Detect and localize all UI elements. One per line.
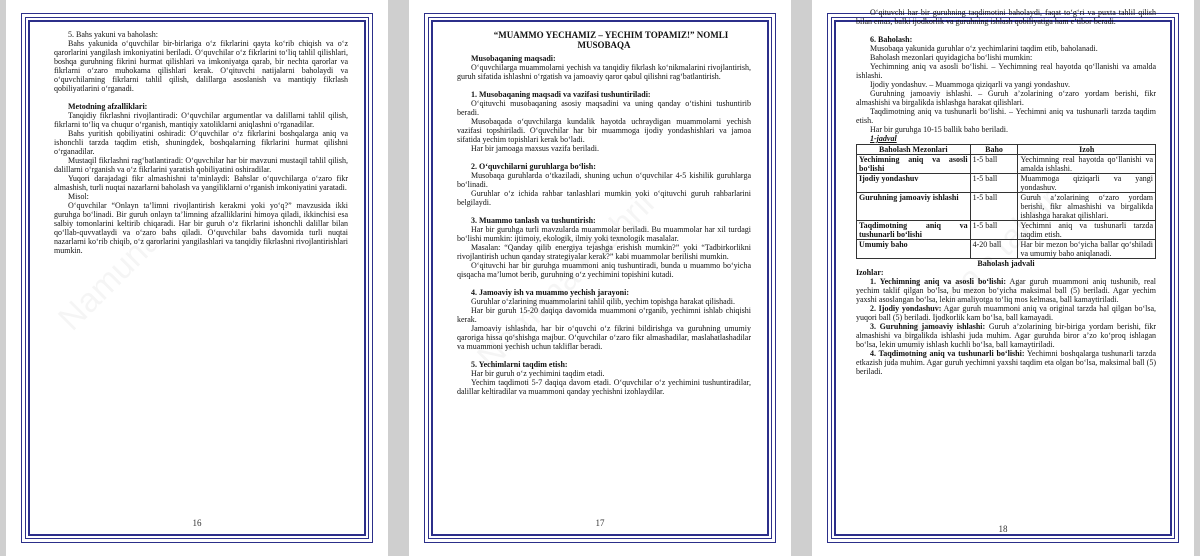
document-page-16	[6, 0, 388, 556]
paragraph: Yuqori darajadagi fikr almashishni ta’minlaydi: Bahslar o‘quvchilarga o‘zaro fikr almashish, turli nuqtai nazarlarni baholash va yangiliklarni o‘rganish imkoniyatini yaratadi.	[54, 174, 348, 192]
paragraph: Misol:	[68, 192, 89, 201]
paragraph: O‘qituvchi musobaqaning asosiy maqsadini va uning qanday o‘tishini tushuntirib beradi.	[457, 99, 751, 117]
table-row	[857, 174, 1156, 193]
notes-list	[856, 277, 1156, 376]
paragraph: Har bir guruh o‘z yechimini taqdim etadi.	[471, 369, 605, 378]
page-body-text	[457, 54, 751, 396]
paragraph: Har bir guruhga 10-15 ballik baho beriladi.	[870, 125, 1008, 134]
table-row	[857, 221, 1156, 240]
table-row	[857, 193, 1156, 221]
page-number: 18	[998, 524, 1008, 534]
paragraph: O‘qituvchi har bir guruhga muammoni aniq tushuntiradi, bunda u muammo bo‘yicha qisqacha ma’lumot berib, guruhning o‘z yechimini topishini kutadi.	[457, 261, 751, 279]
section-heading: 2. O‘quvchilarni guruhlarga bo‘lish:	[471, 162, 596, 171]
page-body	[856, 8, 1156, 526]
paragraph: Guruhning jamoaviy ishlashi. – Guruh a’zolarining o‘zaro yordam berishi, fikr almashishi va birgalikda ishlashga harakat qilishlari.	[856, 89, 1156, 107]
page-body	[457, 30, 751, 514]
table-header-row	[857, 145, 1156, 155]
note-label: 3. Guruhning jamoaviy ishlashi:	[870, 322, 986, 331]
paragraph: Taqdimotning aniq va tushunarli bo‘lishi. – Yechimni aniq va tushunarli tarzda taqdim etish.	[856, 107, 1156, 125]
table-cell: 1-5 ball	[970, 155, 1018, 174]
note-item	[856, 304, 1156, 322]
note-label: 4. Taqdimotning aniq va tushunarli bo‘lishi:	[870, 349, 1025, 358]
document-page-18	[812, 0, 1194, 556]
table-cell: Guruhning jamoaviy ishlashi	[857, 193, 971, 221]
section-heading: 6. Baholash:	[870, 35, 913, 44]
table-cell: Har bir mezon bo‘yicha ballar qo‘shiladi va umumiy baho aniqlanadi.	[1018, 240, 1156, 259]
note-item	[856, 277, 1156, 304]
table-cell: Yechimni aniq va tushunarli tarzda taqdim etish.	[1018, 221, 1156, 240]
table-row	[857, 240, 1156, 259]
table-cell: Umumiy baho	[857, 240, 971, 259]
note-text: Agar guruh muammoni aniq tushunib, real yechim taklif qilgan bo‘lsa, bu mezon bo‘yicha maksimal ball (5) beriladi. Agar yechim yaxshi asoslangan bo‘lsa, lekin amaliyotga to‘liq mos kelmasa, ball kamaytiriladi.	[856, 277, 1156, 304]
page-body	[54, 30, 348, 516]
note-text: Yechimni boshqalarga tushunarli tarzda etkazish juda muhim. Agar guruh yechimni yaxshi taqdim eta olgan bo‘lsa, maksimal ball (5) beriladi.	[856, 349, 1156, 376]
paragraph: Yechim taqdimoti 5-7 daqiqa davom etadi. O‘quvchilar o‘z yechimini tushuntiradilar, dalillar keltiradilar va muammoni qanday yechishni izohlaydilar.	[457, 378, 751, 396]
paragraph: Musobaqa yakunida guruhlar o‘z yechimlarini taqdim etib, baholanadi.	[870, 44, 1098, 53]
table-header-cell: Baholash Mezonlari	[857, 145, 971, 155]
paragraph: O‘quvchilar “Onlayn ta’limni rivojlantirish kerakmi yoki yo‘q?” mavzusida ikki guruhga bo‘linadi. Bir guruh onlayn ta’limning afzalliklarini himoya qiladi, ikkinchisi esa salbiy tomonlarini keltirib chiqaradi. Har bir guruh o‘z fikrlarini ishonchli dalillar bilan qo‘llab-quvvatlaydi va o‘zaro bahs qiladi. O‘quvchilar bahs davomida turli nuqtai nazarlarni ko‘rib chiqib, o‘z qarorlarini yangilashlari va tanqidiy fikrlashni rivojlantirishlari mumkin.	[54, 201, 348, 255]
paragraph: Mustaqil fikrlashni rag‘batlantiradi: O‘quvchilar har bir mavzuni mustaqil tahlil qilish, dalillarni o‘rganish va o‘z fikrlarini yaratish qobiliyatini oshiradilar.	[54, 156, 348, 174]
section-heading: 4. Jamoaviy ish va muammo yechish jarayoni:	[471, 288, 629, 297]
table-cell: Muammoga qiziqarli va yangi yondashuv.	[1018, 174, 1156, 193]
note-text: Guruh a’zolarining bir-biriga yordam berishi, fikr almashishi va birgalikda ishlashi juda muhim. Agar guruhda biror a’zo ko‘proq ishlagan bo‘lsa, lekin umumiy ishlash kuchli bo‘lsa, ball kamaytiriladi.	[856, 322, 1156, 349]
paragraph: 5. Bahs yakuni va baholash:	[68, 30, 158, 39]
section-heading: 1. Musobaqaning maqsadi va vazifasi tushuntiriladi:	[471, 90, 651, 99]
note-label: 1. Yechimning aniq va asosli bo‘lishi:	[870, 277, 1006, 286]
note-label: 2. Ijodiy yondashuv:	[870, 304, 942, 313]
section-heading: 5. Yechimlarni taqdim etish:	[471, 360, 568, 369]
section-heading: Metodning afzalliklari:	[68, 102, 148, 111]
paragraph: Ijodiy yondashuv. – Muammoga qiziqarli va yangi yondashuv.	[870, 80, 1071, 89]
paragraph: Guruhlar o‘z ichida rahbar tanlashlari mumkin yoki o‘qituvchi guruh rahbarlarini belgilaydi.	[457, 189, 751, 207]
table-cell: Guruh a’zolarining o‘zaro yordam berishi, fikr almashishi va birgalikda ishlashga harakat qilishlari.	[1018, 193, 1156, 221]
paragraph: O‘qituvchi har bir guruhning taqdimotini baholaydi, faqat to‘g‘ri va puxta tahlil qilish bilan emas, balki ijodkorlik va guruhning ishlash qobiliyatiga ham e’tibor beradi.	[856, 8, 1156, 26]
paragraph: Bahs yuritish qobiliyatini oshiradi: O‘quvchilar o‘z fikrlarini boshqalarga aniq va ishonchli tarzda taqdim etish, shuningdek, boshqalarning fikrlarini hurmat qilishni o‘rganadilar.	[54, 129, 348, 156]
section-heading: Musobaqaning maqsadi:	[471, 54, 556, 63]
paragraph: Tanqidiy fikrlashni rivojlantiradi: O‘quvchilar argumentlar va dalillarni tahlil qilish, fikrlarni to‘liq va chuqur o‘rganish, mantiqiy xatoliklarni aniqlashni o‘rganadilar.	[54, 111, 348, 129]
paragraph: Har bir guruhga turli mavzularda muammolar beriladi. Bu muammolar har xil turdagi bo‘lishi mumkin: ijtimoiy, ekologik, ilmiy yoki texnologik masalalar.	[457, 225, 751, 243]
section-title: “MUAMMO YECHAMIZ – YECHIM TOPAMIZ!” NOMLI MUSOBAQA	[493, 30, 729, 50]
page-body-text	[856, 8, 1156, 134]
table-cell: Yechimning aniq va asosli bo‘lishi	[857, 155, 971, 174]
table-label: 1-jadval	[870, 134, 897, 143]
table-cell: Yechimning real hayotda qo‘llanishi va amalda ishlashi.	[1018, 155, 1156, 174]
table-cell: 4-20 ball	[970, 240, 1018, 259]
table-cell: 1-5 ball	[970, 193, 1018, 221]
paragraph: Musobaqada o‘quvchilarga kundalik hayotda uchraydigan muammolarni yechish vazifasi topshiriladi. O‘quvchilar har bir muammoga ijodiy yondashishlari va jamoa sifatida yechim topishlari kerak bo‘ladi.	[457, 117, 751, 144]
table-row	[857, 155, 1156, 174]
table-cell: Ijodiy yondashuv	[857, 174, 971, 193]
note-item	[856, 349, 1156, 376]
paragraph: Har bir jamoaga maxsus vazifa beriladi.	[471, 144, 599, 153]
paragraph: Musobaqa guruhlarda o‘tkaziladi, shuning uchun o‘quvchilar 4-5 kishilik guruhlarga bo‘linadi.	[457, 171, 751, 189]
note-item	[856, 322, 1156, 349]
table-cell: Taqdimotning aniq va tushunarli bo‘lishi	[857, 221, 971, 240]
paragraph: Bahs yakunida o‘quvchilar bir-birlariga o‘z fikrlarini qayta ko‘rib chiqish va o‘z qarorlarini yangilash imkoniyatini beriladi. O‘quvchilar o‘z fikrlarini to‘liq tahlil qilishlari, boshqa guruhning fikrini hurmat qilishlari va imkoniyatga qarab, bir nechta qarorlar va fikrlarni o‘zaro muhokama qilishlari kerak. O‘qituvchi natijalarni baholaydi va o‘quvchilarning fikrlarni tahlil qilish, dalillarga asoslanish va mantiqiy fikrlash qobiliyatlarini o‘rganadi.	[54, 39, 348, 93]
table-header-cell: Baho	[970, 145, 1018, 155]
paragraph: Har bir guruh 15-20 daqiqa davomida muammoni o‘rganib, yechimni ishlab chiqishi kerak.	[457, 306, 751, 324]
table-cell: 1-5 ball	[970, 174, 1018, 193]
notes-title: Izohlar:	[856, 268, 884, 277]
table-caption: Baholash jadvali	[977, 259, 1035, 268]
page-number: 16	[192, 518, 202, 528]
paragraph: O‘quvchilarga muammolarni yechish va tanqidiy fikrlash ko‘nikmalarini rivojlantirish, guruh sifatida ishlashni o‘rgatish va jamoaviy qaror qabul qilishni rag‘batlantirish.	[457, 63, 751, 81]
paragraph: Guruhlar o‘zlarining muammolarini tahlil qilib, yechim topishga harakat qilishadi.	[471, 297, 735, 306]
note-text: Agar guruh muammoni aniq va original tarzda hal qilgan bo‘lsa, yuqori ball (5) beriladi. Ijodkorlik kam bo‘lsa, ball kamayadi.	[856, 304, 1156, 322]
paragraph: Jamoaviy ishlashda, har bir o‘quvchi o‘z fikrini bildirishga va guruhning umumiy qaroriga hissa qo‘shishga majbur. O‘quvchilar o‘zaro fikr almashadilar, maslahatlashadilar va muammoni yechish uchun takliflar beradi.	[457, 324, 751, 351]
table-header-cell: Izoh	[1018, 145, 1156, 155]
table-cell: 1-5 ball	[970, 221, 1018, 240]
section-heading: 3. Muammo tanlash va tushuntirish:	[471, 216, 596, 225]
paragraph: Baholash mezonlari quyidagicha bo‘lishi mumkin:	[870, 53, 1033, 62]
rubric-table	[856, 144, 1156, 259]
paragraph: Yechimning aniq va asosli bo‘lishi. – Yechimning real hayotda qo‘llanishi va amalda ishlashi.	[856, 62, 1156, 80]
document-page-17	[409, 0, 791, 556]
page-number: 17	[595, 518, 605, 528]
paragraph: Masalan: “Qanday qilib energiya tejashga erishish mumkin?” yoki “Tadbirkorlikni rivojlantirish uchun qanday strategiyalar kerak?” kabi muammolar berilishi mumkin.	[457, 243, 751, 261]
